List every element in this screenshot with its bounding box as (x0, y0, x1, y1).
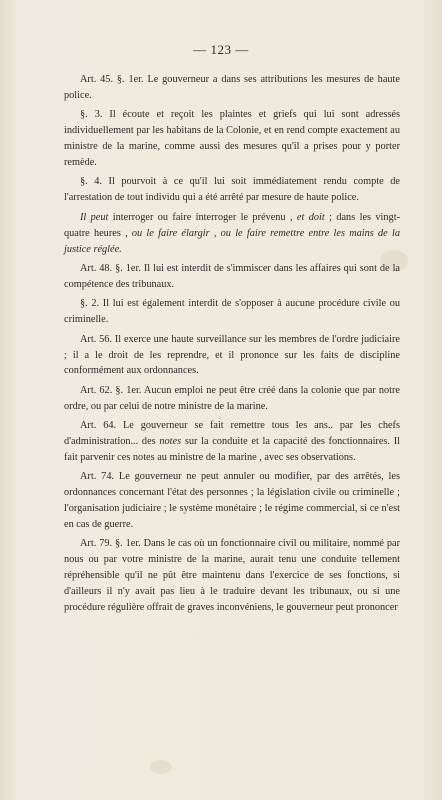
paragraph-art45-s4: §. 4. Il pourvoit à ce qu'il lui soit immédiatement rendu compte de l'arrestation de tout individu qui a été arrêté par mesure de haute police. (64, 176, 400, 204)
italic-phrase: Il peut (80, 211, 109, 223)
paragraph-art45-s3: §. 3. Il écoute et reçoit les plaintes et griefs qui lui sont adressés individuellement par les habitans de la Colonie, et en rend compte exactement au ministre de la marine, comme aussi des mesures qu'il a prises pour y porter remède. (64, 109, 400, 169)
italic-phrase: notes (159, 436, 182, 448)
page-number: — 123 — (193, 42, 249, 57)
paragraph-art79: Art. 79. §. 1er. Dans le cas où un fonctionnaire civil ou militaire, nommé par nous ou par votre ministre de la marine, aurait tenu une conduite tellement répréhensible qu'il ne pût être maintenu dans l'exercice de ses fonctions, si d'ailleurs il n'y avait pas lieu à le traduire devant les tribunaux, ou si une procédure régulière offrait de graves inconvéniens, le gouverneur peut prononcer (64, 538, 400, 614)
text-run: Art. 64. Le gouverneur se fait remettre tous les ans.. par les chefs d'administration... des (64, 420, 400, 448)
paragraph-art64 (64, 418, 400, 466)
paragraph-art56: Art. 56. Il exerce une haute surveillance sur les membres de l'ordre judiciaire ; il a le droit de les reprendre, et il prononce sur les faits de discipline conformément aux ordonnances. (64, 333, 400, 377)
paragraph-art45: Art. 45. §. 1er. Le gouverneur a dans ses attributions les mesures de haute police. (64, 74, 400, 101)
italic-phrase: et doit (296, 211, 325, 223)
italic-phrase: ou le faire élargir , ou le faire remettre entre les mains de la justice réglée. (64, 227, 400, 255)
paragraph-interrogation (64, 210, 400, 258)
text-run: sur la conduite et la capacité des fonctionnaires. Il fait parvenir ces notes au ministre de la marine , avec ses observations. (64, 436, 400, 463)
paragraph-art74: Art. 74. Le gouverneur ne peut annuler ou modifier, par des arrêtés, les ordonnances concernant l'état des personnes ; la législation civile ou criminelle ; l'organisation judiciaire ; le système monétaire ; le régime commercial, si ce n'est en cas de guerre. (64, 471, 400, 531)
body-text (64, 72, 400, 620)
text-run: interroger ou faire interroger le prévenu , (108, 211, 297, 223)
paragraph-art48-s2: §. 2. Il lui est également interdit de s'opposer à aucune procédure civile ou criminelle. (64, 298, 400, 326)
paragraph-art62: Art. 62. §. 1er. Aucun emploi ne peut être créé dans la colonie que par notre ordre, ou par celui de notre ministre de la marine. (64, 384, 400, 412)
paragraph-art48: Art. 48. §. 1er. Il lui est interdit de s'immiscer dans les affaires qui sont de la compétence des tribunaux. (64, 262, 400, 290)
text-run: ; dans les vingt-quatre heures , (64, 211, 400, 239)
paper-stain (150, 760, 172, 774)
